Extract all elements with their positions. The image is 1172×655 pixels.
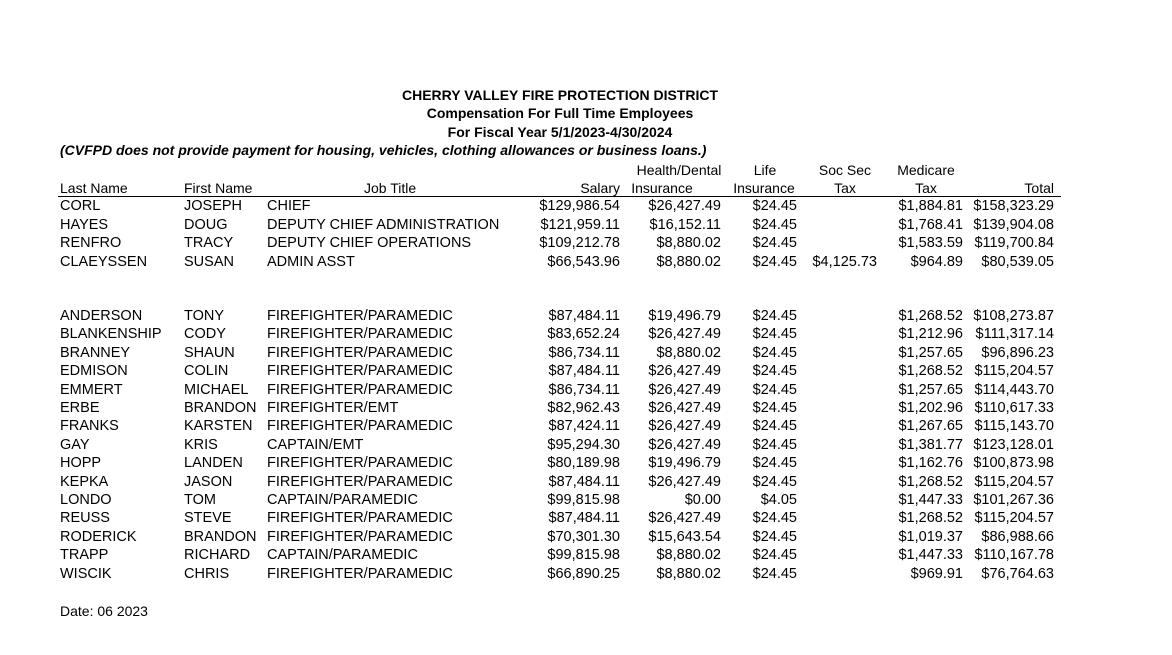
health-dental-cell: $8,880.02 bbox=[656, 547, 721, 564]
last-name-cell: KEPKA bbox=[60, 473, 109, 490]
job-title-cell: FIREFIGHTER/PARAMEDIC bbox=[267, 363, 453, 380]
total-cell: $115,204.57 bbox=[974, 510, 1054, 527]
health-dental-cell: $26,427.49 bbox=[648, 198, 721, 214]
salary-cell: $87,424.11 bbox=[548, 418, 620, 435]
health-dental-cell: $15,643.54 bbox=[648, 528, 721, 545]
salary-cell: $99,815.98 bbox=[547, 492, 620, 508]
table-row bbox=[0, 565, 1172, 583]
job-title-cell: FIREFIGHTER/PARAMEDIC bbox=[267, 381, 453, 398]
table-row bbox=[0, 454, 1172, 472]
header-life-top: Life bbox=[753, 162, 777, 178]
total-cell: $76,764.63 bbox=[981, 565, 1054, 582]
job-title-cell: FIREFIGHTER/PARAMEDIC bbox=[267, 510, 453, 527]
medicare-tax-cell: $1,447.33 bbox=[898, 492, 963, 508]
health-dental-cell: $26,427.49 bbox=[648, 510, 721, 527]
salary-cell: $129,986.54 bbox=[539, 198, 620, 214]
document-subtitle: Compensation For Full Time Employees bbox=[426, 105, 694, 121]
document-title: CHERRY VALLEY FIRE PROTECTION DISTRICT bbox=[401, 87, 719, 103]
total-cell: $115,204.57 bbox=[974, 363, 1054, 380]
salary-cell: $66,890.25 bbox=[547, 565, 620, 582]
last-name-cell: LONDO bbox=[60, 492, 112, 508]
last-name-cell: BLANKENSHIP bbox=[60, 326, 162, 343]
first-name-cell: MICHAEL bbox=[184, 381, 249, 398]
life-insurance-cell: $24.45 bbox=[752, 363, 797, 380]
job-title-cell: FIREFIGHTER/PARAMEDIC bbox=[267, 565, 453, 582]
header-total: Total bbox=[1024, 180, 1054, 196]
medicare-tax-cell: $1,257.65 bbox=[898, 381, 963, 398]
medicare-tax-cell: $1,447.33 bbox=[898, 547, 963, 564]
disclaimer-note: (CVFPD does not provide payment for housing, vehicles, clothing allowances or business loans.) bbox=[60, 142, 707, 158]
medicare-tax-cell: $1,267.65 bbox=[898, 418, 963, 435]
total-cell: $100,873.98 bbox=[973, 455, 1054, 472]
last-name-cell: CLAEYSSEN bbox=[60, 253, 148, 270]
first-name-cell: BRANDON bbox=[184, 400, 257, 416]
header-medicare-top: Medicare bbox=[897, 162, 955, 178]
last-name-cell: EDMISON bbox=[60, 363, 128, 380]
table-row bbox=[0, 399, 1172, 417]
first-name-cell: JASON bbox=[184, 473, 233, 490]
last-name-cell: FRANKS bbox=[60, 418, 119, 435]
header-health-top: Health/Dental bbox=[636, 162, 722, 178]
last-name-cell: WISCIK bbox=[60, 565, 112, 582]
job-title-cell: FIREFIGHTER/PARAMEDIC bbox=[267, 308, 453, 324]
health-dental-cell: $26,427.49 bbox=[648, 418, 721, 435]
table-row bbox=[0, 362, 1172, 380]
job-title-cell: CHIEF bbox=[267, 198, 311, 214]
life-insurance-cell: $24.45 bbox=[752, 436, 797, 453]
medicare-tax-cell: $1,268.52 bbox=[898, 308, 963, 324]
medicare-tax-cell: $1,884.81 bbox=[898, 198, 963, 214]
total-cell: $119,700.84 bbox=[974, 235, 1054, 251]
header-socsec-top: Soc Sec bbox=[818, 162, 872, 178]
life-insurance-cell: $24.45 bbox=[752, 216, 797, 233]
medicare-tax-cell: $1,583.59 bbox=[898, 235, 963, 251]
table-row bbox=[0, 546, 1172, 564]
life-insurance-cell: $24.45 bbox=[752, 326, 797, 343]
total-cell: $115,204.57 bbox=[974, 473, 1054, 490]
life-insurance-cell: $24.45 bbox=[752, 235, 797, 251]
health-dental-cell: $26,427.49 bbox=[648, 473, 721, 490]
life-insurance-cell: $24.45 bbox=[752, 547, 797, 564]
job-title-cell: DEPUTY CHIEF OPERATIONS bbox=[267, 235, 472, 251]
table-row bbox=[0, 325, 1172, 343]
salary-cell: $109,212.78 bbox=[539, 235, 620, 251]
table-row bbox=[0, 197, 1172, 215]
life-insurance-cell: $24.45 bbox=[752, 455, 797, 472]
job-title-cell: CAPTAIN/EMT bbox=[267, 436, 364, 453]
total-cell: $96,896.23 bbox=[981, 344, 1054, 361]
last-name-cell: HAYES bbox=[60, 216, 109, 233]
medicare-tax-cell: $1,212.96 bbox=[898, 326, 963, 343]
life-insurance-cell: $24.45 bbox=[752, 381, 797, 398]
first-name-cell: JOSEPH bbox=[184, 198, 243, 214]
health-dental-cell: $8,880.02 bbox=[656, 235, 721, 251]
table-row bbox=[0, 253, 1172, 271]
medicare-tax-cell: $1,268.52 bbox=[898, 510, 963, 527]
salary-cell: $66,543.96 bbox=[547, 253, 620, 270]
last-name-cell: REUSS bbox=[60, 510, 110, 527]
total-cell: $158,323.29 bbox=[973, 198, 1054, 214]
medicare-tax-cell: $1,257.65 bbox=[898, 344, 963, 361]
first-name-cell: COLIN bbox=[184, 363, 229, 380]
first-name-cell: BRANDON bbox=[184, 528, 257, 545]
last-name-cell: RENFRO bbox=[60, 235, 122, 251]
medicare-tax-cell: $964.89 bbox=[910, 253, 963, 270]
last-name-cell: EMMERT bbox=[60, 381, 123, 398]
medicare-tax-cell: $1,019.37 bbox=[898, 528, 963, 545]
last-name-cell: ANDERSON bbox=[60, 308, 143, 324]
job-title-cell: FIREFIGHTER/PARAMEDIC bbox=[267, 418, 453, 435]
first-name-cell: LANDEN bbox=[184, 455, 243, 472]
header-medicare-bottom: Tax bbox=[915, 180, 937, 196]
life-insurance-cell: $24.45 bbox=[752, 400, 797, 416]
job-title-cell: FIREFIGHTER/EMT bbox=[267, 400, 399, 416]
total-cell: $139,904.08 bbox=[973, 216, 1054, 233]
salary-cell: $70,301.30 bbox=[547, 528, 620, 545]
first-name-cell: DOUG bbox=[184, 216, 228, 233]
table-row bbox=[0, 216, 1172, 234]
header-salary: Salary bbox=[580, 180, 620, 196]
salary-cell: $87,484.11 bbox=[548, 308, 620, 324]
life-insurance-cell: $24.45 bbox=[752, 344, 797, 361]
first-name-cell: CHRIS bbox=[184, 565, 230, 582]
header-life-bottom: Insurance bbox=[733, 180, 795, 196]
table-row bbox=[0, 436, 1172, 454]
life-insurance-cell: $4.05 bbox=[760, 492, 797, 508]
salary-cell: $80,189.98 bbox=[547, 455, 620, 472]
table-row bbox=[0, 381, 1172, 399]
total-cell: $101,267.36 bbox=[973, 492, 1054, 508]
health-dental-cell: $8,880.02 bbox=[656, 565, 721, 582]
first-name-cell: CODY bbox=[184, 326, 226, 343]
first-name-cell: KRIS bbox=[184, 436, 218, 453]
salary-cell: $121,959.11 bbox=[540, 216, 620, 233]
salary-cell: $87,484.11 bbox=[548, 363, 620, 380]
salary-cell: $86,734.11 bbox=[548, 381, 620, 398]
first-name-cell: TONY bbox=[184, 308, 225, 324]
table-row bbox=[0, 307, 1172, 325]
health-dental-cell: $26,427.49 bbox=[648, 381, 721, 398]
total-cell: $123,128.01 bbox=[973, 436, 1054, 453]
health-dental-cell: $26,427.49 bbox=[648, 326, 721, 343]
last-name-cell: BRANNEY bbox=[60, 344, 131, 361]
medicare-tax-cell: $1,268.52 bbox=[898, 363, 963, 380]
life-insurance-cell: $24.45 bbox=[752, 528, 797, 545]
first-name-cell: TOM bbox=[184, 492, 216, 508]
header-socsec-bottom: Tax bbox=[834, 180, 856, 196]
life-insurance-cell: $24.45 bbox=[752, 308, 797, 324]
total-cell: $110,167.78 bbox=[974, 547, 1054, 564]
medicare-tax-cell: $1,162.76 bbox=[898, 455, 963, 472]
table-row bbox=[0, 473, 1172, 491]
last-name-cell: CORL bbox=[60, 198, 101, 214]
total-cell: $86,988.66 bbox=[981, 528, 1054, 545]
fiscal-year-line: For Fiscal Year 5/1/2023-4/30/2024 bbox=[447, 124, 673, 140]
life-insurance-cell: $24.45 bbox=[752, 418, 797, 435]
salary-cell: $82,962.43 bbox=[547, 400, 620, 416]
health-dental-cell: $8,880.02 bbox=[656, 253, 721, 270]
life-insurance-cell: $24.45 bbox=[752, 473, 797, 490]
medicare-tax-cell: $1,268.52 bbox=[898, 473, 963, 490]
last-name-cell: RODERICK bbox=[60, 528, 137, 545]
job-title-cell: CAPTAIN/PARAMEDIC bbox=[267, 547, 418, 564]
header-health-bottom: Insurance bbox=[631, 180, 693, 196]
job-title-cell: DEPUTY CHIEF ADMINISTRATION bbox=[267, 216, 500, 233]
health-dental-cell: $26,427.49 bbox=[648, 436, 721, 453]
salary-cell: $83,652.24 bbox=[547, 326, 620, 343]
job-title-cell: FIREFIGHTER/PARAMEDIC bbox=[267, 326, 453, 343]
soc-sec-tax-cell: $4,125.73 bbox=[812, 253, 877, 270]
table-row bbox=[0, 491, 1172, 509]
salary-cell: $95,294.30 bbox=[547, 436, 620, 453]
table-row bbox=[0, 509, 1172, 527]
first-name-cell: SHAUN bbox=[184, 344, 235, 361]
salary-cell: $86,734.11 bbox=[548, 344, 620, 361]
job-title-cell: CAPTAIN/PARAMEDIC bbox=[267, 492, 418, 508]
first-name-cell: TRACY bbox=[184, 235, 234, 251]
total-cell: $110,617.33 bbox=[974, 400, 1054, 416]
health-dental-cell: $16,152.11 bbox=[649, 216, 721, 233]
first-name-cell: KARSTEN bbox=[184, 418, 253, 435]
life-insurance-cell: $24.45 bbox=[752, 198, 797, 214]
header-last-name: Last Name bbox=[60, 180, 128, 196]
medicare-tax-cell: $969.91 bbox=[910, 565, 963, 582]
first-name-cell: STEVE bbox=[184, 510, 232, 527]
medicare-tax-cell: $1,202.96 bbox=[898, 400, 963, 416]
table-row bbox=[0, 528, 1172, 546]
job-title-cell: FIREFIGHTER/PARAMEDIC bbox=[267, 455, 453, 472]
health-dental-cell: $19,496.79 bbox=[648, 455, 721, 472]
medicare-tax-cell: $1,768.41 bbox=[898, 216, 963, 233]
first-name-cell: RICHARD bbox=[184, 547, 251, 564]
table-row bbox=[0, 344, 1172, 362]
health-dental-cell: $26,427.49 bbox=[648, 400, 721, 416]
last-name-cell: ERBE bbox=[60, 400, 100, 416]
table-row bbox=[0, 234, 1172, 252]
last-name-cell: TRAPP bbox=[60, 547, 109, 564]
last-name-cell: HOPP bbox=[60, 455, 102, 472]
life-insurance-cell: $24.45 bbox=[752, 510, 797, 527]
total-cell: $108,273.87 bbox=[973, 308, 1054, 324]
total-cell: $114,443.70 bbox=[974, 381, 1054, 398]
health-dental-cell: $8,880.02 bbox=[656, 344, 721, 361]
salary-cell: $87,484.11 bbox=[548, 473, 620, 490]
health-dental-cell: $19,496.79 bbox=[648, 308, 721, 324]
report-date: Date: 06 2023 bbox=[60, 603, 148, 619]
health-dental-cell: $0.00 bbox=[684, 492, 721, 508]
total-cell: $80,539.05 bbox=[981, 253, 1054, 270]
job-title-cell: FIREFIGHTER/PARAMEDIC bbox=[267, 528, 453, 545]
header-job-title: Job Title bbox=[364, 180, 417, 196]
first-name-cell: SUSAN bbox=[184, 253, 234, 270]
last-name-cell: GAY bbox=[60, 436, 90, 453]
total-cell: $111,317.14 bbox=[975, 326, 1054, 343]
life-insurance-cell: $24.45 bbox=[752, 565, 797, 582]
medicare-tax-cell: $1,381.77 bbox=[898, 436, 963, 453]
health-dental-cell: $26,427.49 bbox=[648, 363, 721, 380]
job-title-cell: FIREFIGHTER/PARAMEDIC bbox=[267, 344, 453, 361]
job-title-cell: ADMIN ASST bbox=[267, 253, 355, 270]
total-cell: $115,143.70 bbox=[974, 418, 1054, 435]
header-first-name: First Name bbox=[184, 180, 253, 196]
life-insurance-cell: $24.45 bbox=[752, 253, 797, 270]
job-title-cell: FIREFIGHTER/PARAMEDIC bbox=[267, 473, 453, 490]
table-row bbox=[0, 417, 1172, 435]
salary-cell: $99,815.98 bbox=[547, 547, 620, 564]
salary-cell: $87,484.11 bbox=[548, 510, 620, 527]
